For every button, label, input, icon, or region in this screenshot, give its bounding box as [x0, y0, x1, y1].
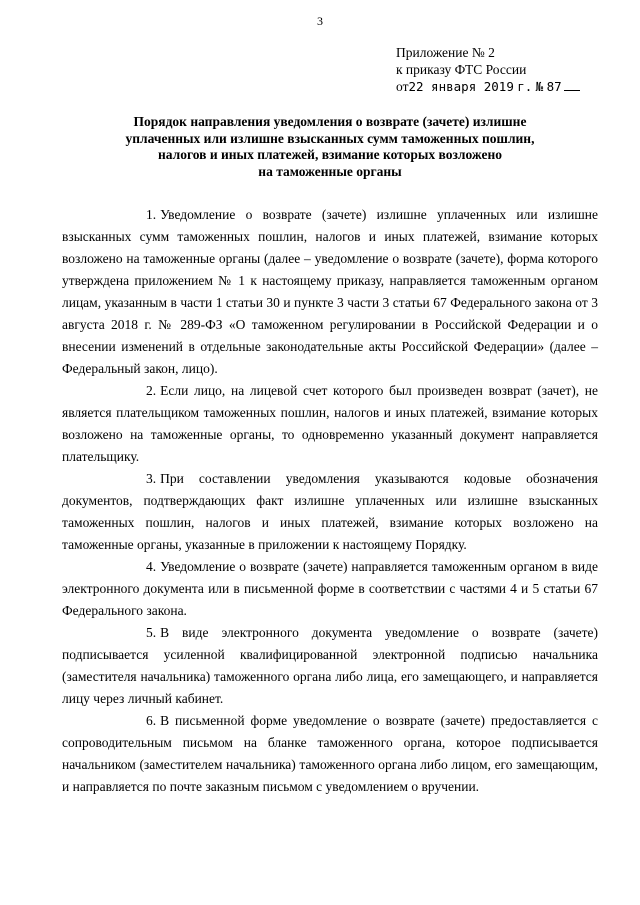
- paragraph-text: Уведомление о возврате (зачете) излишне уплаченных или излишне взысканных сумм таможенных пошлин, налогов и иных платежей, взимание которых возложено на таможенные органы (далее – уведомление о возврате (зачете), форма которого утверждена приложением № 1 к настоящему приказу, направляется таможенным органом лицам, указанным в части 1 статьи 30 и пункте 3 части 3 статьи 67 Федерального закона от 3 августа 2018 г. № 289-ФЗ «О таможенном регулировании в Российской Федерации и о внесении изменений в отдельные законодательные акты Российской Федерации» (далее – Федеральный закон, лицо).: [62, 207, 598, 376]
- paragraph-text: В виде электронного документа уведомление о возврате (зачете) подписывается усиленной квалифицированной электронной подписью начальника (заместителя начальника) таможенного органа либо лица, его замещающего, и направляется лицу через личный кабинет.: [62, 625, 598, 706]
- paragraph-number: 6.: [146, 713, 157, 728]
- paragraph-6: [62, 710, 598, 798]
- paragraph-number: 2.: [146, 383, 157, 398]
- paragraph-number: 1.: [146, 207, 157, 222]
- paragraph-number: 4.: [146, 559, 157, 574]
- paragraph-1: [62, 204, 598, 380]
- paragraph-5: [62, 622, 598, 710]
- title-line-1: Порядок направления уведомления о возврате (зачете) излишне: [133, 114, 527, 129]
- paragraph-number: 5.: [146, 625, 157, 640]
- paragraph-text: Если лицо, на лицевой счет которого был произведен возврат (зачет), не является плательщиком таможенных пошлин, налогов и иных платежей, взимание которых возложено на таможенные органы, то одновременно указанный документ направляется плательщику.: [62, 383, 598, 464]
- document-body: [62, 204, 598, 798]
- title-line-4: на таможенные органы: [258, 163, 402, 179]
- paragraph-text: Уведомление о возврате (зачете) направляется таможенным органом в виде электронного документа или в письменной форме в соответствии с частями 4 и 5 статьи 67 Федерального закона.: [62, 559, 598, 618]
- appendix-underline: [564, 90, 580, 91]
- appendix-line-2: к приказу ФТС России: [396, 62, 527, 77]
- page-number: 3: [317, 14, 323, 28]
- appendix-date: 22 января 2019: [408, 79, 514, 94]
- appendix-number: 87: [546, 79, 562, 94]
- paragraph-3: [62, 468, 598, 556]
- appendix-line-1: Приложение № 2: [396, 45, 495, 60]
- appendix-header: [396, 44, 580, 95]
- appendix-line-3: [396, 78, 580, 95]
- title-line-2: уплаченных или излишне взысканных сумм таможенных пошлин,: [125, 130, 535, 146]
- appendix-year-suffix: г.: [517, 79, 533, 94]
- paragraph-2: [62, 380, 598, 468]
- paragraph-text: В письменной форме уведомление о возврате (зачете) предоставляется с сопроводительным письмом на бланке таможенного органа, которое подписывается начальником (заместителем начальника) таможенного органа либо лицом, его замещающим, и направляется по почте заказным письмом с уведомлением о вручении.: [62, 713, 598, 794]
- appendix-date-prefix: от: [396, 79, 409, 94]
- paragraph-number: 3.: [146, 471, 157, 486]
- paragraph-text: При составлении уведомления указываются кодовые обозначения документов, подтверждающих факт излишне уплаченных или излишне взысканных таможенных пошлин, налогов и иных платежей, взимание которых возложено на таможенные органы, указанные в приложении к настоящему Порядку.: [62, 471, 598, 552]
- title-line-3: налогов и иных платежей, взимание которых возложено: [157, 147, 503, 162]
- document-title: [70, 114, 590, 180]
- appendix-number-label: №: [535, 79, 544, 94]
- paragraph-4: [62, 556, 598, 622]
